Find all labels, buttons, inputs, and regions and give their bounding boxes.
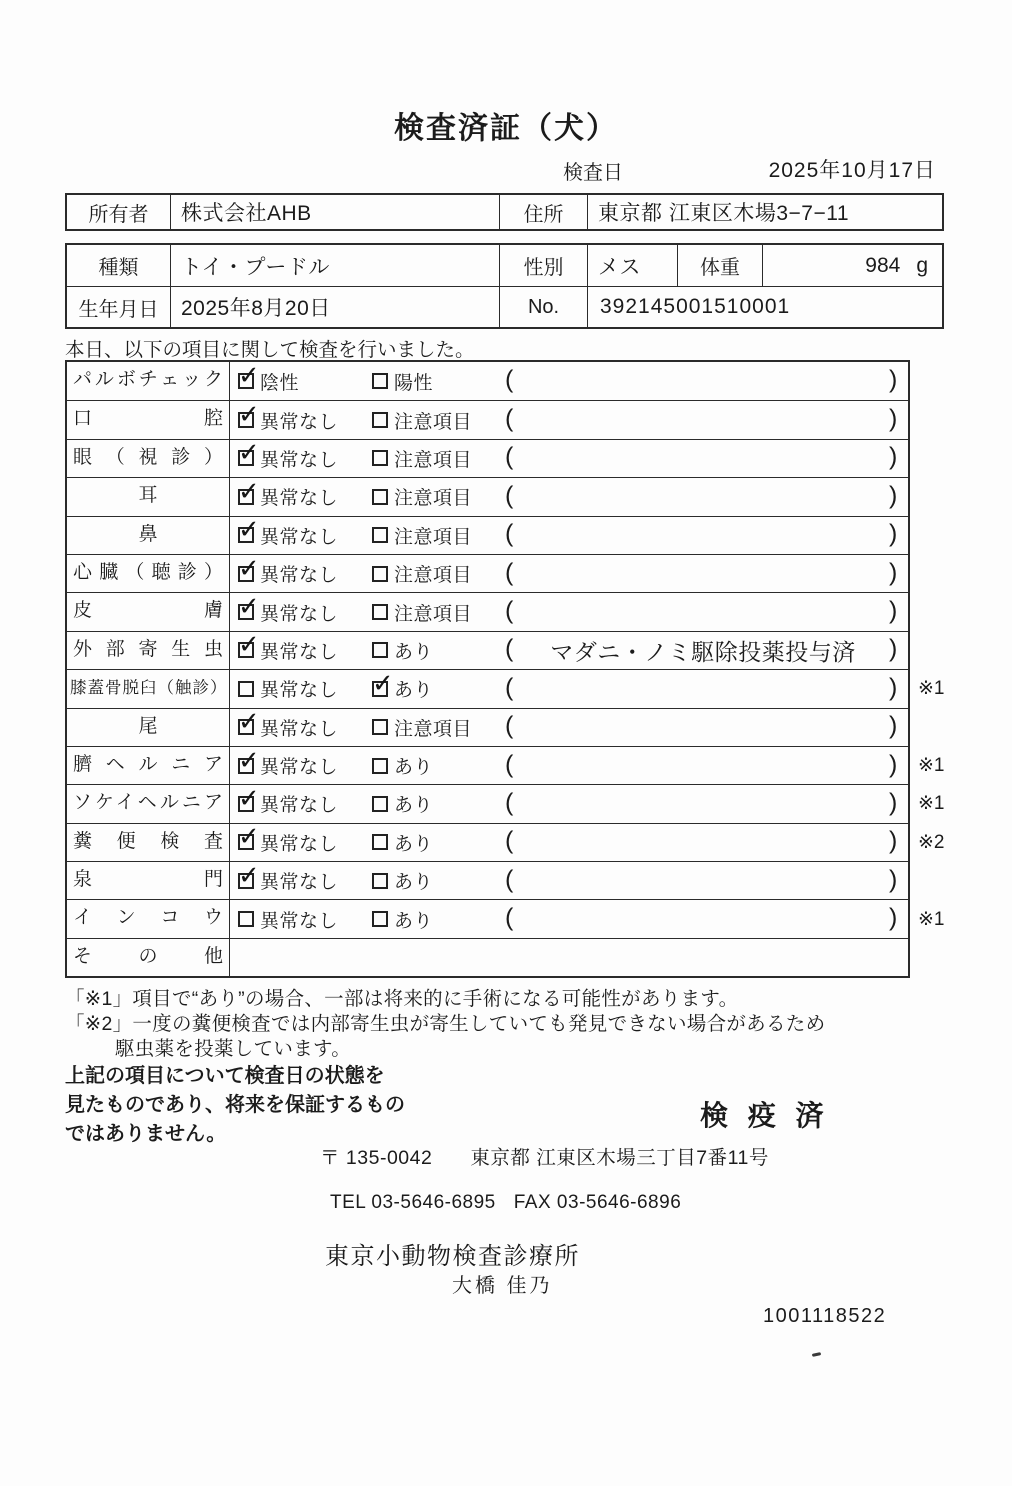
checkbox-option-2[interactable] — [372, 758, 388, 774]
footnote-1: 「※1」項目で“あり”の場合、一部は将来的に手術になる可能性があります。 — [65, 988, 739, 1010]
inspection-row-inguinal-hernia — [67, 784, 945, 822]
paren-close: ) — [889, 519, 898, 548]
tel-number: TEL 03-5646-6895 — [330, 1192, 496, 1213]
option-1-label: 異常なし — [260, 488, 339, 510]
paren-content — [519, 517, 887, 554]
option-1 — [238, 478, 338, 515]
inspection-row-ears — [67, 477, 908, 515]
disclaimer-line-3: ではありません。 — [65, 1123, 227, 1145]
option-2 — [372, 555, 472, 592]
option-2-label: 注意項目 — [394, 411, 473, 433]
inspection-item-label: 皮膚 — [67, 593, 230, 630]
option-2 — [372, 747, 433, 784]
checkbox-option-1[interactable] — [238, 412, 254, 428]
inspection-item-label: 口腔 — [67, 401, 230, 438]
option-1 — [238, 555, 338, 592]
option-1-label: 異常なし — [260, 795, 339, 817]
disclaimer-text — [65, 1062, 405, 1149]
paren-content — [519, 401, 887, 438]
option-1-label: 異常なし — [260, 526, 339, 548]
checkbox-option-1[interactable] — [238, 681, 254, 697]
checkbox-option-1[interactable] — [238, 527, 254, 543]
paren-open: ( — [505, 634, 514, 663]
checkbox-option-2[interactable] — [372, 719, 388, 735]
paren-open: ( — [505, 442, 514, 471]
paren-close: ) — [889, 404, 898, 433]
option-1-label: 異常なし — [260, 872, 339, 894]
option-1 — [238, 401, 338, 438]
address-value: 東京都 江東区木場3−7−11 — [587, 195, 942, 229]
checkbox-option-2[interactable] — [372, 450, 388, 466]
type-label: 種類 — [98, 257, 139, 279]
weight-label: 体重 — [677, 245, 762, 286]
paren-close: ) — [889, 903, 898, 932]
inspection-item-label: 尾 — [67, 709, 230, 746]
option-1 — [238, 440, 338, 477]
weight-value — [762, 245, 942, 286]
checkbox-option-1[interactable] — [238, 450, 254, 466]
checkbox-option-2[interactable] — [372, 489, 388, 505]
checkbox-option-1[interactable] — [238, 373, 254, 389]
inspection-item-label: 鼻 — [67, 517, 230, 554]
inspection-item-label: 泉門 — [67, 862, 230, 899]
pet-info-table — [65, 243, 944, 329]
no-value: 392145001510001 — [587, 286, 942, 327]
paren-close: ) — [889, 365, 898, 394]
paren-close: ) — [889, 711, 898, 740]
paren-open: ( — [505, 519, 514, 548]
paren-close: ) — [889, 634, 898, 663]
inspection-row-heart — [67, 554, 908, 592]
option-2-label: あり — [394, 757, 434, 779]
inspection-item-label: 膝蓋骨脱臼（触診） — [67, 670, 230, 707]
fax-number: FAX 03-5646-6896 — [513, 1192, 682, 1213]
checkbox-option-2[interactable] — [372, 681, 388, 697]
option-1-label: 陰性 — [260, 372, 300, 394]
paren-close: ) — [889, 788, 898, 817]
option-1 — [238, 900, 338, 937]
option-2 — [372, 593, 472, 630]
paren-close: ) — [889, 596, 898, 625]
paren-content — [519, 362, 887, 400]
checkbox-option-2[interactable] — [372, 373, 388, 389]
paren-close: ) — [889, 865, 898, 894]
option-2-label: 注意項目 — [394, 449, 473, 471]
inspection-item-label: その他 — [67, 939, 230, 976]
option-2-label: 注意項目 — [394, 565, 473, 587]
checkbox-option-2[interactable] — [372, 527, 388, 543]
option-1-label: 異常なし — [260, 603, 339, 625]
row-note: ※1 — [918, 755, 945, 777]
type-value: トイ・プードル — [170, 245, 499, 286]
inspection-row-parvo — [67, 362, 908, 400]
option-2 — [372, 785, 433, 822]
option-2 — [372, 362, 433, 400]
inspection-date-value: 2025年10月17日 — [768, 159, 936, 182]
inspection-row-external-parasites — [67, 631, 908, 669]
option-2-label: あり — [394, 641, 434, 663]
paren-content — [519, 670, 887, 707]
option-1 — [238, 747, 338, 784]
option-1 — [238, 862, 338, 899]
inspection-item-label: ソケイヘルニア — [67, 785, 230, 822]
option-1 — [238, 785, 338, 822]
option-2 — [372, 824, 433, 861]
inspection-item-label: 外部寄生虫 — [67, 632, 230, 669]
scan-artifact-mark — [812, 1352, 821, 1357]
checkbox-option-2[interactable] — [372, 834, 388, 850]
option-1-label: 異常なし — [260, 757, 339, 779]
checkbox-option-2[interactable] — [372, 412, 388, 428]
inspection-item-label: 眼（視診） — [67, 440, 230, 477]
row-note: ※2 — [918, 831, 945, 853]
checkbox-option-2[interactable] — [372, 566, 388, 582]
paren-close: ) — [889, 673, 898, 702]
clinic-name: 東京小動物検査診療所 — [325, 1243, 580, 1270]
clinic-address-row — [320, 1142, 769, 1170]
address-label: 住所 — [499, 195, 587, 229]
owner-value: 株式会社AHB — [170, 195, 499, 229]
inspection-row-eyes — [67, 439, 908, 477]
clinic-address: 東京都 江東区木場三丁目7番11号 — [470, 1147, 769, 1169]
option-2 — [372, 862, 433, 899]
inspection-item-label: 糞便検査 — [67, 824, 230, 861]
paren-open: ( — [505, 826, 514, 855]
paren-content — [519, 862, 887, 899]
inspection-row-patella — [67, 669, 945, 707]
clinic-contact-row — [330, 1192, 681, 1214]
checkbox-option-1[interactable] — [238, 719, 254, 735]
option-2-label: あり — [394, 910, 434, 932]
checkbox-option-1[interactable] — [238, 604, 254, 620]
inspection-row-umbilical-hernia — [67, 746, 945, 784]
weight-number: 984 — [865, 253, 901, 277]
paren-content — [519, 785, 887, 822]
sex-label: 性別 — [499, 245, 587, 286]
paren-open: ( — [505, 788, 514, 817]
row-note: ※1 — [918, 678, 945, 700]
paren-open: ( — [505, 557, 514, 586]
paren-content — [519, 900, 887, 937]
postal-code: 〒 135-0042 — [320, 1147, 433, 1169]
option-1-label: 異常なし — [260, 641, 339, 663]
paren-open: ( — [505, 673, 514, 702]
no-label: No. — [499, 286, 587, 327]
checkbox-option-1[interactable] — [238, 642, 254, 658]
checkbox-option-2[interactable] — [372, 642, 388, 658]
option-1-label: 異常なし — [260, 449, 339, 471]
disclaimer-line-1: 上記の項目について検査日の状態を — [65, 1065, 385, 1087]
inspection-item-label: パルボチェック — [67, 362, 230, 400]
option-2 — [372, 517, 472, 554]
checkbox-option-1[interactable] — [238, 873, 254, 889]
intro-text: 本日、以下の項目に関して検査を行いました。 — [65, 339, 475, 361]
inspection-item-label: 耳 — [67, 478, 230, 515]
footnote-2: 「※2」一度の糞便検査では内部寄生虫が寄生していても発見できない場合があるため — [65, 1013, 826, 1035]
checkbox-option-1[interactable] — [238, 566, 254, 582]
checkbox-option-1[interactable] — [238, 796, 254, 812]
paren-content — [519, 478, 887, 515]
option-2-label: 注意項目 — [394, 718, 473, 740]
owner-label: 所有者 — [88, 203, 149, 226]
checkbox-option-2[interactable] — [372, 873, 388, 889]
option-1 — [238, 670, 338, 707]
option-1 — [238, 593, 338, 630]
paren-content — [519, 747, 887, 784]
paren-close: ) — [889, 749, 898, 778]
inspection-row-tail — [67, 708, 908, 746]
inspection-row-inkou — [67, 899, 945, 937]
paren-content — [519, 593, 887, 630]
paren-open: ( — [505, 365, 514, 394]
option-2 — [372, 670, 433, 707]
option-2-label: 注意項目 — [394, 526, 473, 548]
inspection-row-other — [67, 938, 908, 976]
paren-close: ) — [889, 442, 898, 471]
option-2 — [372, 900, 433, 937]
owner-table — [65, 193, 944, 231]
paren-open: ( — [505, 404, 514, 433]
examiner-name: 大橋 佳乃 — [452, 1275, 553, 1297]
inspection-row-skin — [67, 592, 908, 630]
birth-value: 2025年8月20日 — [170, 286, 499, 327]
inspection-row-fecal-exam — [67, 823, 945, 861]
sex-value: メス — [587, 245, 677, 286]
document-title: 検査済証（犬） — [394, 112, 618, 145]
paren-content: マダニ・ノミ駆除投薬投与済 — [550, 638, 856, 665]
serial-number: 1001118522 — [763, 1305, 887, 1327]
row-note: ※1 — [918, 793, 945, 815]
option-2-label: 注意項目 — [394, 488, 473, 510]
birth-label: 生年月日 — [67, 286, 170, 327]
option-1-label: 異常なし — [260, 718, 339, 740]
inspection-item-label: 心臓（聴診） — [67, 555, 230, 592]
option-2 — [372, 478, 472, 515]
option-1 — [238, 824, 338, 861]
checkbox-option-1[interactable] — [238, 911, 254, 927]
inspection-table — [65, 360, 945, 978]
checkbox-option-1[interactable] — [238, 489, 254, 505]
paren-content — [519, 709, 887, 746]
checkbox-option-2[interactable] — [372, 604, 388, 620]
option-2-label: あり — [394, 680, 434, 702]
inspection-row-mouth — [67, 400, 908, 438]
option-1-label: 異常なし — [260, 680, 339, 702]
option-2-label: あり — [394, 872, 434, 894]
paren-open: ( — [505, 749, 514, 778]
inspection-date-label: 検査日 — [563, 162, 623, 184]
option-2-label: あり — [394, 833, 434, 855]
option-1-label: 異常なし — [260, 833, 339, 855]
weight-unit: g — [916, 253, 928, 277]
paren-open: ( — [505, 596, 514, 625]
option-2 — [372, 401, 472, 438]
checkbox-option-2[interactable] — [372, 796, 388, 812]
option-2 — [372, 709, 472, 746]
paren-content — [519, 555, 887, 592]
option-2-label: 注意項目 — [394, 603, 473, 625]
option-1 — [238, 632, 338, 669]
option-1 — [238, 362, 299, 400]
option-1-label: 異常なし — [260, 565, 339, 587]
option-2 — [372, 440, 472, 477]
paren-open: ( — [505, 903, 514, 932]
inspection-item-label: インコウ — [67, 900, 230, 937]
option-1 — [238, 517, 338, 554]
paren-close: ) — [889, 557, 898, 586]
paren-content — [519, 440, 887, 477]
row-note: ※1 — [918, 908, 945, 930]
paren-open: ( — [505, 481, 514, 510]
paren-close: ) — [889, 826, 898, 855]
inspection-row-nose — [67, 516, 908, 554]
option-2 — [372, 632, 433, 669]
option-1 — [238, 709, 338, 746]
quarantine-stamp: 検 疫 済 — [700, 1100, 830, 1131]
paren-open: ( — [505, 865, 514, 894]
footnote-2-continued: 駆虫薬を投薬しています。 — [115, 1038, 352, 1060]
checkbox-option-2[interactable] — [372, 911, 388, 927]
option-1-label: 異常なし — [260, 910, 339, 932]
option-2-label: 陽性 — [394, 372, 434, 394]
paren-close: ) — [889, 481, 898, 510]
checkbox-option-1[interactable] — [238, 834, 254, 850]
checkbox-option-1[interactable] — [238, 758, 254, 774]
inspection-row-fontanelle — [67, 861, 908, 899]
option-2-label: あり — [394, 795, 434, 817]
disclaimer-line-2: 見たものであり、将来を保証するもの — [65, 1094, 405, 1116]
paren-content — [519, 824, 887, 861]
paren-open: ( — [505, 711, 514, 740]
option-1-label: 異常なし — [260, 411, 339, 433]
inspection-item-label: 臍ヘルニア — [67, 747, 230, 784]
